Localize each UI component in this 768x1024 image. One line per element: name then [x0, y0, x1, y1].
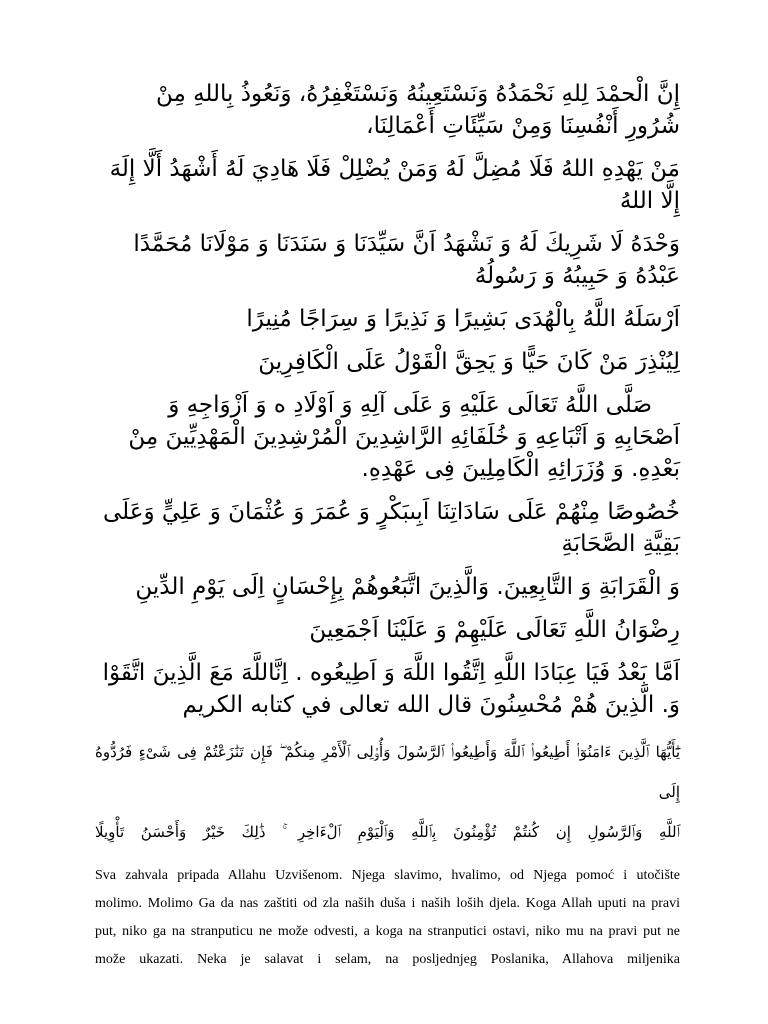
translation-line-4: može ukazati. Neka je salavat i selam, na posljednjeg Poslanika, Allahova miljenika [95, 952, 680, 967]
arabic-paragraph-8: وَ الْقَرَابَةِ وَ التَّابِعِينَ. وَالَّذِينَ اتَّبَعُوهُمْ بِإِحْسَانٍ اِلَى يَوْمِ الدِّينِ [135, 574, 680, 600]
translation-line-2: molimo. Molimo Ga da nas zaštiti od zla naših duša i naših loših djela. Koga Allah uputi na pravi [95, 896, 680, 911]
quran-verse-line-1: يَٰٓأَيُّهَا ٱلَّذِينَ ءَامَنُوٓا۟ أَطِيعُوا۟ ٱللَّهَ وَأَطِيعُوا۟ ٱلرَّسُولَ وَأُو۟لِى ٱلْأَمْرِ مِنكُمْ ۖ فَإِن تَنَٰزَعْتُمْ فِى شَىْءٍ فَرُدُّوهُ إِلَى [95, 743, 680, 801]
arabic-paragraph-6: صَلَّى اللَّهُ تَعَالَى عَلَيْهِ وَ عَلَى آلِهِ وَ اَوْلَادِ ه وَ اَزْوَاجِهِ وَ اَصْحَابِهِ وَ اَتْبَاعِهِ وَ خُلَفَائِهِ الرَّاشِدِينَ الْمُرْشِدِينَ الْمَهْدِيِّينَ مِنْ بَعْدِهِ. وَ وُزَرَائِهِ الْكَامِلِينَ فِى عَهْدِهِ. [128, 392, 680, 482]
quran-verse [95, 732, 680, 852]
arabic-paragraph-2: مَنْ يَهْدِهِ اللهُ فَلَا مُضِلَّ لَهُ وَمَنْ يُضْلِلْ فَلَا هَادِيَ لَهُ أَشْهَدُ أَلَّا إِلَهَ إِلَّا اللهُ [109, 156, 680, 214]
arabic-paragraph-3: وَحْدَهُ لَا شَرِيكَ لَهُ وَ نَشْهَدُ اَنَّ سَيِّدَنَا وَ سَنَدَنَا وَ مَوْلَانَا مُحَمَّدًا عَبْدُهُ وَ حَبِيبُهُ وَ رَسُولُهُ [133, 231, 680, 289]
arabic-paragraph-9: رِضْوَانُ اللَّهِ تَعَالَى عَلَيْهِمْ وَ عَلَيْنَا اَجْمَعِينَ [309, 617, 680, 643]
arabic-paragraph-1: إِنَّ الْحمْدَ لِلهِ نَحْمَدُهُ وَنَسْتَعِينُهُ وَنَسْتَغْفِرُهُ، وَنَعُوذُ بِاللهِ مِنْ شُرُورِ أَنْفُسِنَا وَمِنْ سَيِّئَاتِ أَعْمَالِنَا، [155, 81, 680, 139]
quran-verse-line-2: ٱللَّهِ وَٱلرَّسُولِ إِن كُنتُمْ تُؤْمِنُونَ بِٱللَّهِ وَٱلْيَوْمِ ٱلْءَاخِرِ ۚ ذَٰلِكَ خَيْرٌ وَأَحْسَنُ تَأْوِيلًا [95, 823, 680, 841]
arabic-paragraph-7: خُصُوصًا مِنْهُمْ عَلَى سَادَاتِنَا اَبِىبَكْرٍ وَ عُمَرَ وَ عُثْمَانَ وَ عَلِيٍّ وَعَلَى بَقِيَّةِ الصَّحَابَةِ [102, 499, 680, 557]
translation-line-3: put, niko ga na stranputicu ne može odvesti, a koga na stranputici ostavi, niko mu na pravi put ne [95, 924, 680, 939]
document-page [95, 78, 680, 974]
translation-line-1: Sva zahvala pripada Allahu Uzvišenom. Njega slavimo, hvalimo, od Njega pomoć i utočište [95, 868, 680, 883]
arabic-paragraph-10: اَمَّا بَعْدُ فَيَا عِبَادَا اللَّهِ اِتَّقُوا اللَّهَ وَ اَطِيعُوه . اِنَّاللَّهَ مَعَ الَّذِينَ اتَّقَوْا وَ. الَّذِينَ هُمْ مُحْسِنُونَ قال الله تعالى في كتابه الكريم [102, 660, 680, 718]
arabic-paragraph-4: اَرْسَلَهُ اللَّهُ بِالْهُدَى بَشِيرًا وَ نَذِيرًا وَ سِرَاجًا مُنِيرًا [246, 306, 680, 332]
bosnian-translation [95, 862, 680, 974]
arabic-paragraph-5: لِيُنْذِرَ مَنْ كَانَ حَيًّا وَ يَحِقَّ الْقَوْلُ عَلَى الْكَافِرِينَ [258, 349, 680, 375]
